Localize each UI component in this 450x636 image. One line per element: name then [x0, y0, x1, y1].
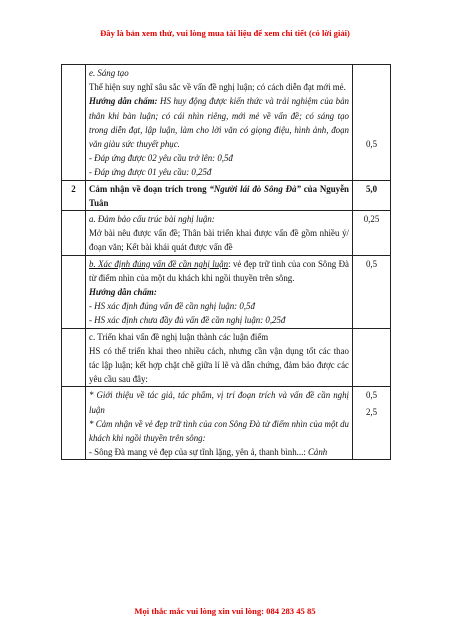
- score-cell: 0,5 2,5: [353, 387, 391, 460]
- table-row: [62, 255, 391, 328]
- score-cell: 0,5: [353, 65, 391, 181]
- scoring-rule: - Đáp ứng được 01 yêu cầu: 0,25đ: [89, 167, 212, 178]
- table-row: [62, 211, 391, 256]
- preview-notice-banner: Đây là bản xem thử, vui lòng mua tài liệu để xem chi tiết (có lời giải): [100, 28, 350, 38]
- scoring-rule: - Đáp ứng được 02 yêu cầu trở lên: 0,5đ: [89, 153, 233, 164]
- scoring-rule: - HS xác định đúng vấn đề cần nghị luận: 0,5đ: [89, 301, 255, 312]
- question-title-cell: Cảm nhận về đoạn trích trong “Người lái đò Sông Đà” của Nguyễn Tuân: [86, 180, 353, 210]
- grading-guide-label: Hướng dẫn chấm:: [89, 287, 157, 298]
- criterion-point: * Cảm nhận về vẻ đẹp trữ tình của con Sông Đà từ điểm nhìn của một du khách khi ngồi thuyền trên sông:: [89, 418, 349, 444]
- table-row: [62, 180, 391, 210]
- grading-table: [61, 64, 391, 460]
- score-cell: 5,0: [353, 180, 391, 210]
- criteria-cell: [86, 211, 353, 256]
- score-cell: 0,25: [353, 211, 391, 256]
- criterion-body: Thể hiện suy nghĩ sâu sắc về vấn đề nghị luận; có cách diễn đạt mới mẻ.: [89, 82, 346, 93]
- criterion-heading: b. Xác định đúng vấn đề cần nghị luận: vẻ đẹp trữ tình của con Sông Đà từ điểm nhìn của một du khách khi ngồi thuyền trên sông.: [89, 258, 349, 283]
- question-number-cell: [62, 328, 86, 387]
- criterion-heading: a. Đảm bảo cấu trúc bài nghị luận:: [89, 214, 215, 225]
- question-number-cell: [62, 255, 86, 328]
- criteria-cell: [86, 328, 353, 387]
- table-row: [62, 65, 391, 181]
- table-row: [62, 387, 391, 460]
- score-cell: 0,5: [353, 255, 391, 328]
- criterion-point: - Sông Đà mang vẻ đẹp của sự tĩnh lặng, yên ả, thanh bình...: Cảnh: [89, 447, 328, 458]
- question-number-cell: [62, 387, 86, 460]
- criterion-heading: c. Triển khai vấn đề nghị luận thành các luận điểm: [89, 331, 269, 342]
- question-number-cell: [62, 211, 86, 256]
- question-number-cell: [62, 65, 86, 181]
- criterion-body: HS có thể triển khai theo nhiều cách, nhưng cần vận dụng tốt các thao tác lập luận; kết hợp chặt chẽ giữa lí lẽ và dẫn chứng, đảm bảo được các yêu cầu sau đây:: [89, 345, 349, 385]
- criteria-cell: [86, 65, 353, 181]
- score-cell: [353, 328, 391, 387]
- contact-footer: Mọi thắc mắc vui lòng xin vui lòng: 084 283 45 85: [134, 606, 316, 616]
- question-number-cell: 2: [62, 180, 86, 210]
- criteria-cell: [86, 387, 353, 460]
- criterion-point: * Giới thiệu về tác giả, tác phẩm, vị trí đoạn trích và vấn đề cần nghị luận: [89, 390, 349, 415]
- criteria-cell: [86, 255, 353, 328]
- table-row: [62, 328, 391, 387]
- scoring-rule: - HS xác định chưa đầy đủ vấn đề cần nghị luận: 0,25đ: [89, 315, 286, 326]
- grading-guide: Hướng dẫn chấm: HS huy động được kiến thức và trải nghiệm của bản thân khi bàn luận; có cái nhìn riêng, mới mẻ về vấn đề; có sáng tạo trong diễn đạt, lập luận, làm cho lời văn có giọng điệu, hình ảnh, đoạn văn giàu sức thuyết phục.: [89, 96, 349, 150]
- criterion-body: Mở bài nêu được vấn đề; Thân bài triển khai được vấn đề gồm nhiều ý/ đoạn văn; Kết bài khái quát được vấn đề: [89, 228, 349, 253]
- criterion-heading: e. Sáng tạo: [89, 68, 129, 78]
